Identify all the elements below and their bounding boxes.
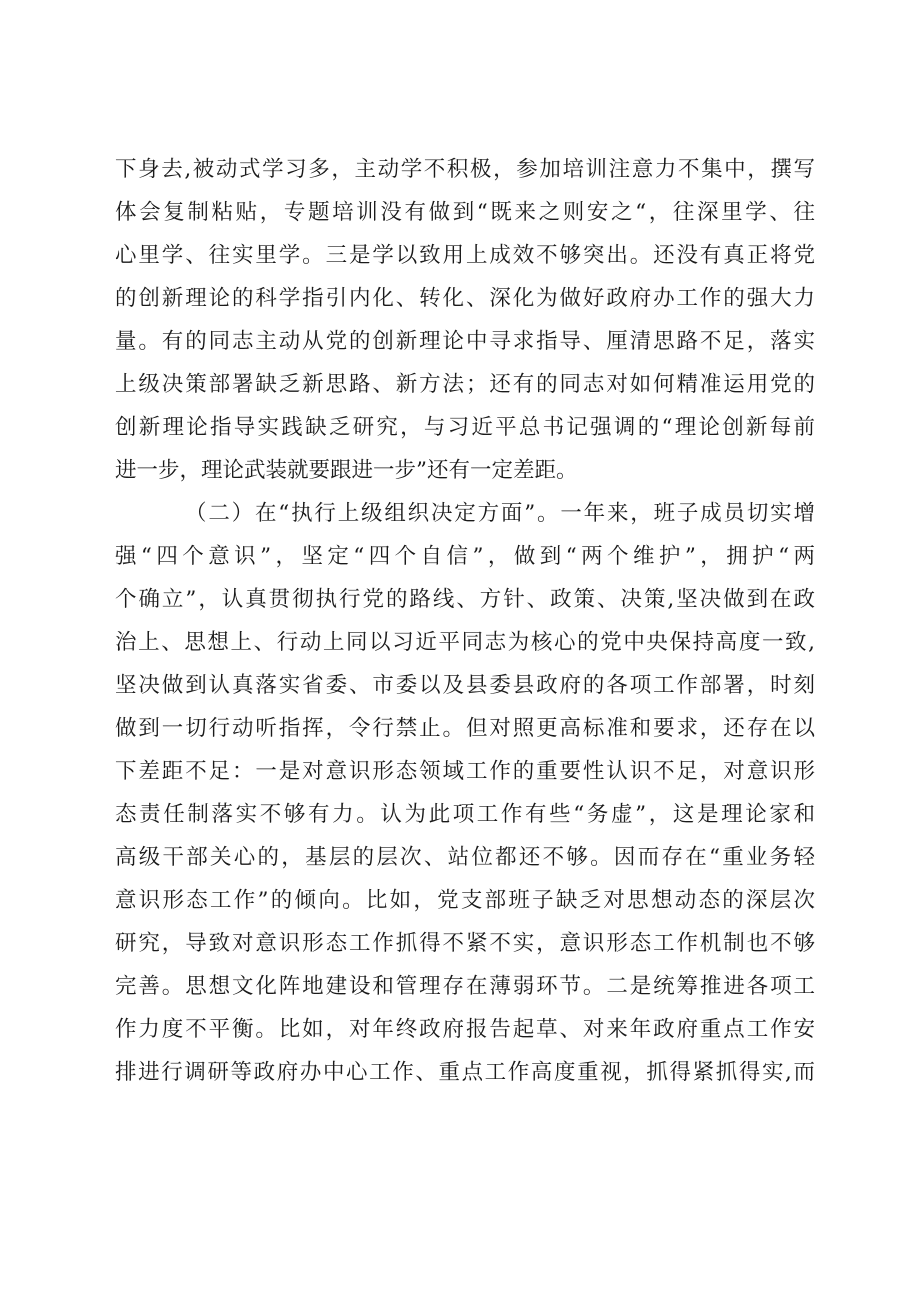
text-line: 量。有的同志主动从党的创新理论中寻求指导、厘清思路不足，落实 [115,329,815,354]
text-line: 下身去,被动式学习多，主动学不积极，参加培训注意力不集中，撰写 [115,157,815,182]
text-line: 上级决策部署缺乏新思路、新方法；还有的同志对如何精准运用党的 [115,372,815,397]
text-line: 下差距不足：一是对意识形态领域工作的重要性认识不足，对意识形 [115,759,815,784]
text-line: 的创新理论的科学指引内化、转化、深化为做好政府办工作的强大力 [115,286,815,311]
text-line: 坚决做到认真落实省委、市委以及县委县政府的各项工作部署，时刻 [115,673,815,698]
text-line: 做到一切行动听指挥，令行禁止。但对照更高标准和要求，还存在以 [115,716,815,741]
text-line: 强“四个意识”，坚定“四个自信”，做到“两个维护”，拥护“两 [115,544,815,569]
text-line: 心里学、往实里学。三是学以致用上成效不够突出。还没有真正将党 [115,243,815,268]
text-line: 完善。思想文化阵地建设和管理存在薄弱环节。二是统筹推进各项工 [115,974,815,999]
body-text [115,148,815,1094]
text-line: 态责任制落实不够有力。认为此项工作有些“务虚”，这是理论家和 [115,802,815,827]
text-line: 进一步，理论武装就要跟进一步”还有一定差距。 [115,458,578,483]
text-line: 排进行调研等政府办中心工作、重点工作高度重视，抓得紧抓得实,而 [115,1060,815,1085]
text-line: 作力度不平衡。比如，对年终政府报告起草、对来年政府重点工作安 [115,1017,815,1042]
text-line: 创新理论指导实践缺乏研究，与习近平总书记强调的“理论创新每前 [115,415,815,440]
text-line: 意识形态工作”的倾向。比如，党支部班子缺乏对思想动态的深层次 [115,888,815,913]
text-line: 治上、思想上、行动上同以习近平同志为核心的党中央保持高度一致, [115,630,815,655]
section-heading-line: （二）在“执行上级组织决定方面”。一年来，班子成员切实增 [185,501,815,526]
text-line: 高级干部关心的，基层的层次、站位都还不够。因而存在“重业务轻 [115,845,815,870]
text-line: 体会复制粘贴，专题培训没有做到“既来之则安之“，往深里学、往 [115,200,815,225]
text-line: 个确立”，认真贯彻执行党的路线、方针、政策、决策,坚决做到在政 [115,587,815,612]
text-line: 研究，导致对意识形态工作抓得不紧不实，意识形态工作机制也不够 [115,931,815,956]
